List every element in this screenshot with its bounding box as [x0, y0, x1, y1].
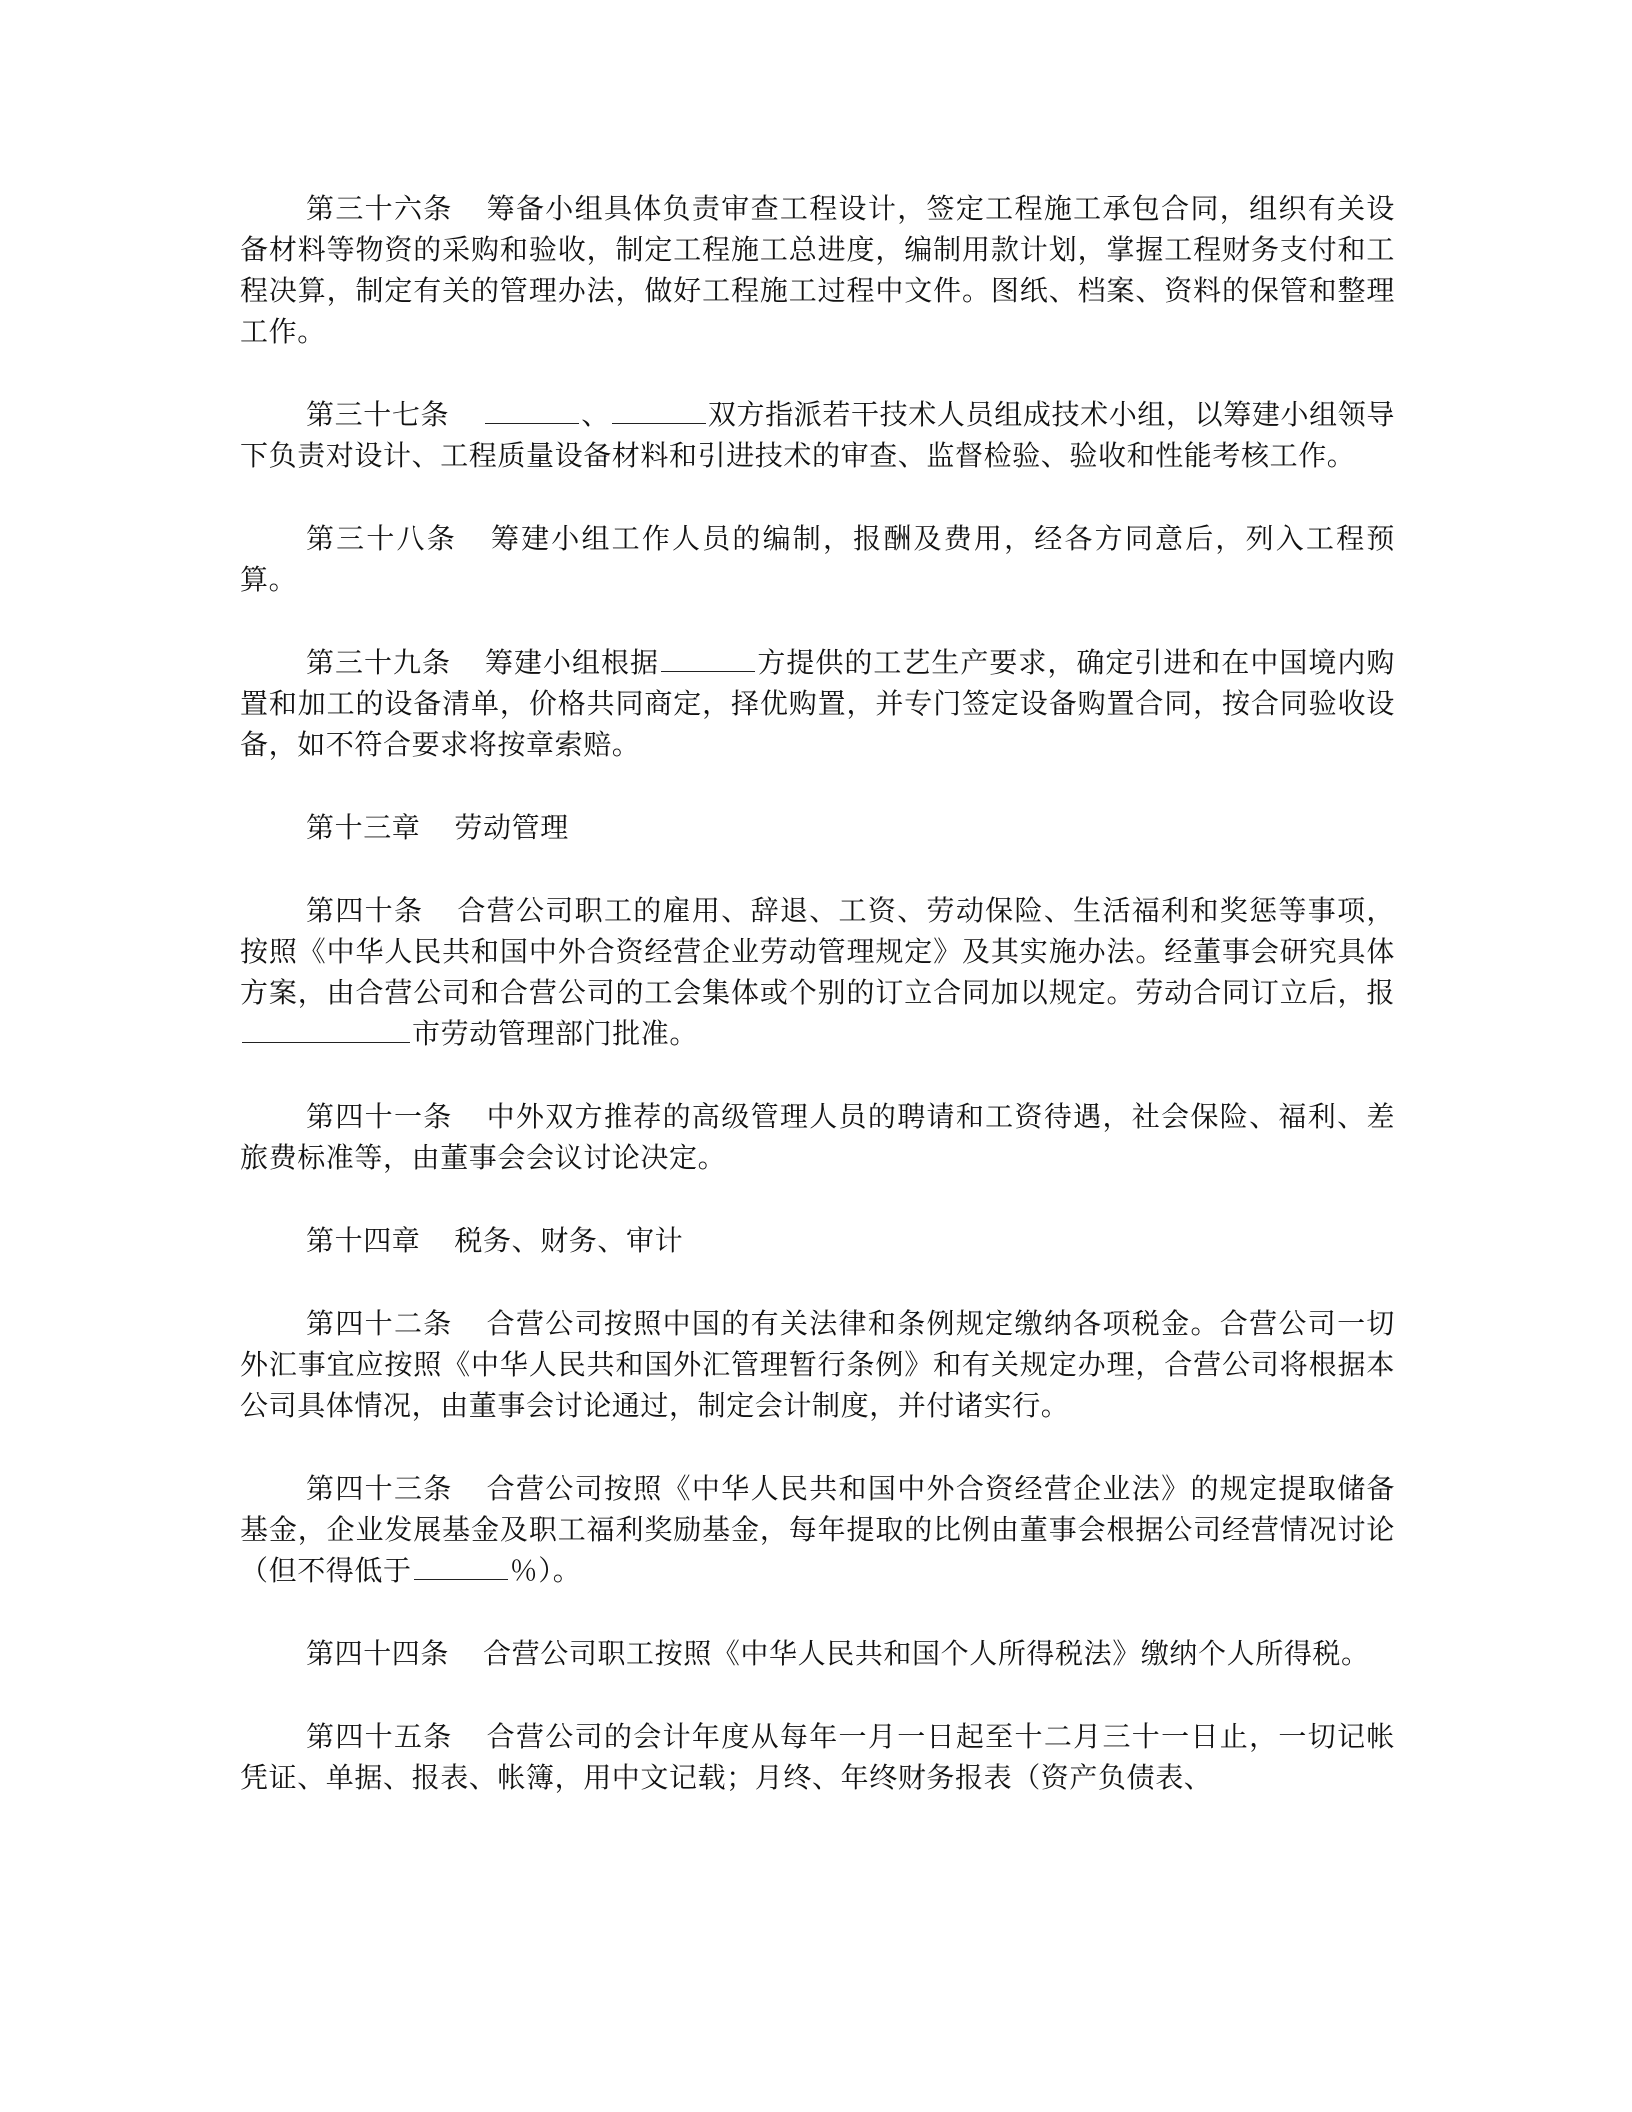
fill-in-blank[interactable]	[414, 1553, 508, 1580]
article-number: 第四十二条	[306, 1307, 453, 1340]
chapter-number: 第十三章	[306, 811, 421, 844]
article-text: 双方指派若干技术人员组成技术小组，以筹建小组领导下负责对设计、工程质量设备材料和引进技术的审查、监督检验、验收和性能考核工作。	[240, 398, 1395, 472]
article-38	[240, 518, 1395, 600]
article-text: 合营公司按照中国的有关法律和条例规定缴纳各项税金。合营公司一切外汇事宜应按照《中华人民共和国外汇管理暂行条例》和有关规定办理，合营公司将根据本公司具体情况，由董事会讨论通过，制定会计制度，并付诸实行。	[240, 1307, 1395, 1422]
separator: 、	[581, 398, 610, 431]
article-text: 合营公司职工的雇用、辞退、工资、劳动保险、生活福利和奖惩等事项，按照《中华人民共和国中外合资经营企业劳动管理规定》及其实施办法。经董事会研究具体方案，由合营公司和合营公司的工会集体或个别的订立合同加以规定。劳动合同订立后，报	[240, 894, 1395, 1009]
article-text-continued: 市劳动管理部门批准。	[412, 1017, 699, 1050]
article-36	[240, 188, 1395, 352]
article-text: 中外双方推荐的高级管理人员的聘请和工资待遇，社会保险、福利、差旅费标准等，由董事会会议讨论决定。	[240, 1100, 1395, 1174]
article-number: 第三十六条	[306, 192, 453, 225]
article-text-continued: 方提供的工艺生产要求，确定引进和在中国境内购置和加工的设备清单，价格共同商定，择优购置，并专门签定设备购置合同，按合同验收设备，如不符合要求将按章索赔。	[240, 646, 1395, 761]
article-number: 第四十四条	[306, 1637, 450, 1670]
article-number: 第三十七条	[306, 398, 450, 431]
article-number: 第四十一条	[306, 1100, 453, 1133]
article-text: 合营公司按照《中华人民共和国中外合资经营企业法》的规定提取储备基金，企业发展基金及职工福利奖励基金，每年提取的比例由董事会根据公司经营情况讨论（但不得低于	[240, 1472, 1395, 1587]
article-text: 筹建小组工作人员的编制，报酬及费用，经各方同意后，列入工程预算。	[240, 522, 1395, 596]
article-40	[240, 890, 1395, 1054]
article-text: 筹建小组根据	[485, 646, 659, 679]
fill-in-blank[interactable]	[242, 1016, 410, 1043]
chapter-13-heading	[240, 807, 1395, 848]
chapter-number: 第十四章	[306, 1224, 421, 1257]
article-44	[240, 1633, 1395, 1674]
article-number: 第四十五条	[306, 1720, 453, 1753]
article-41	[240, 1096, 1395, 1178]
article-number: 第三十八条	[306, 522, 457, 555]
fill-in-blank[interactable]	[485, 397, 579, 424]
article-43	[240, 1468, 1395, 1591]
article-number: 第四十条	[306, 894, 424, 927]
article-number: 第四十三条	[306, 1472, 453, 1505]
chapter-14-heading	[240, 1220, 1395, 1261]
article-39	[240, 642, 1395, 765]
article-text: 合营公司的会计年度从每年一月一日起至十二月三十一日止，一切记帐凭证、单据、报表、帐簿，用中文记载；月终、年终财务报表（资产负债表、	[240, 1720, 1395, 1794]
article-number: 第三十九条	[306, 646, 451, 679]
chapter-title: 劳动管理	[454, 811, 569, 844]
article-text: 筹备小组具体负责审查工程设计，签定工程施工承包合同，组织有关设备材料等物资的采购和验收，制定工程施工总进度，编制用款计划，掌握工程财务支付和工程决算，制定有关的管理办法，做好工程施工过程中文件。图纸、档案、资料的保管和整理工作。	[240, 192, 1395, 348]
article-45	[240, 1716, 1395, 1798]
chapter-title: 税务、财务、审计	[454, 1224, 684, 1257]
document-page	[240, 188, 1395, 1840]
fill-in-blank[interactable]	[661, 645, 755, 672]
article-text: 合营公司职工按照《中华人民共和国个人所得税法》缴纳个人所得税。	[483, 1637, 1370, 1670]
article-37	[240, 394, 1395, 476]
article-text-continued: ％）。	[509, 1554, 582, 1587]
fill-in-blank[interactable]	[612, 397, 706, 424]
article-42	[240, 1303, 1395, 1426]
